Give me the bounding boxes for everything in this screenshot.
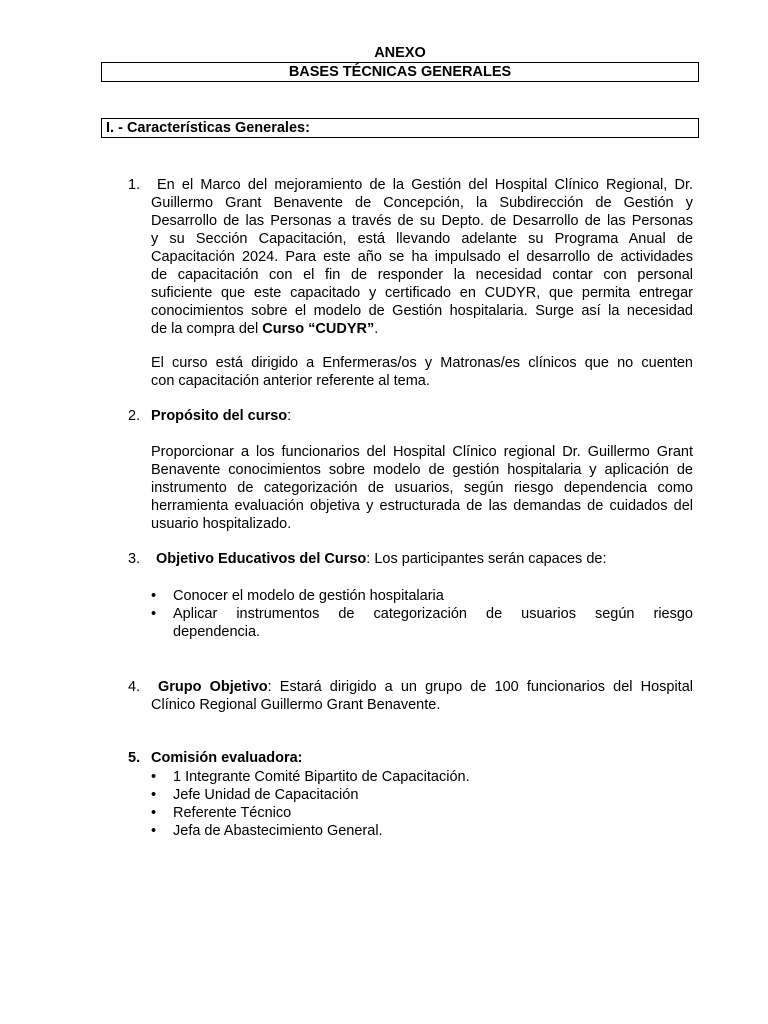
item-3-number: 3.	[128, 551, 141, 567]
item-2-line-5: usuario hospitalizado.	[151, 516, 292, 532]
item-5-heading	[151, 749, 693, 767]
list-item: • Conocer el modelo de gestión hospitalaria	[151, 587, 693, 605]
item-1-line-1: En el Marco del mejoramiento de la Gestión del Hospital Clínico Regional, Dr.	[157, 177, 693, 193]
item-1-p2-line-2: con capacitación anterior referente al tema.	[151, 373, 430, 389]
item-1-line-3: Desarrollo de las Personas a través de su Depto. de Desarrollo de las Personas	[151, 213, 693, 229]
item-4-text-1: : Estará dirigido a un grupo de 100 funcionarios del Hospital	[267, 679, 693, 695]
item-1-number: 1.	[128, 177, 141, 193]
item-2-line-4: herramienta evaluación objetiva y estructurada de las demandas de cuidados del	[151, 498, 693, 514]
item-3-bullet-2-line-2: dependencia.	[173, 624, 261, 640]
item-4-title: Grupo Objetivo	[158, 679, 268, 695]
list-item	[151, 605, 693, 641]
item-2-line-3: instrumento de categorización de usuarios, según riesgo dependencia como	[151, 480, 693, 496]
list-item: • Jefa de Abastecimiento General.	[151, 822, 693, 840]
item-2-line-1: Proporcionar a los funcionarios del Hospital Clínico regional Dr. Guillermo Grant	[151, 444, 693, 460]
item-3-bullet-list	[151, 587, 693, 641]
item-1-last-prefix: de la compra del	[151, 321, 263, 337]
item-2-heading	[151, 407, 693, 425]
item-2-paragraph	[151, 443, 693, 533]
item-4-line-1	[151, 678, 693, 696]
course-name: Curso “CUDYR”	[262, 321, 375, 337]
item-4-paragraph	[151, 678, 693, 714]
item-1-p2-line-1: El curso está dirigido a Enfermeras/os y Matronas/es clínicos que no cuenten	[151, 355, 693, 371]
bases-title-box: BASES TÉCNICAS GENERALES	[101, 62, 699, 82]
item-2-number: 2.	[128, 408, 141, 424]
item-1-line-7: suficiente que este capacitado y certificado en CUDYR, que permita entregar	[151, 285, 693, 301]
item-3-title: Objetivo Educativos del Curso	[156, 551, 367, 567]
item-4-number: 4.	[128, 679, 141, 695]
item-5-member-list	[151, 768, 693, 840]
item-1-paragraph-2	[151, 354, 693, 390]
item-1-line-5: Capacitación 2024. Para este año se ha impulsado el desarrollo de actividades	[151, 249, 693, 265]
item-1-last-suffix: .	[374, 321, 379, 337]
item-1-line-8: conocimientos sobre el modelo de Gestión hospitalaria. Surge así la necesidad	[151, 303, 693, 319]
list-item: • Referente Técnico	[151, 804, 693, 822]
item-1-line-6: de capacitación con el fin de responder la necesidad contar con personal	[151, 267, 693, 283]
section-title-box: I. - Características Generales:	[101, 118, 699, 138]
item-2-line-2: Benavente conocimientos sobre modelo de gestión hospitalaria y aplicación de	[151, 462, 693, 478]
item-2-title: Propósito del curso	[151, 408, 288, 424]
item-1-line-2: Guillermo Grant Benavente de Concepción, la Subdirección de Gestión y	[151, 195, 693, 211]
list-item: • Jefe Unidad de Capacitación	[151, 786, 693, 804]
list-item: • 1 Integrante Comité Bipartito de Capacitación.	[151, 768, 693, 786]
item-2-colon: :	[287, 408, 292, 424]
item-3-bullet-2-line-1: • Aplicar instrumentos de categorización de usuarios según riesgo	[173, 606, 693, 622]
item-1-line-4: y su Sección Capacitación, está llevando adelante su Programa Anual de	[151, 231, 693, 247]
item-5-number: 5.	[128, 750, 141, 766]
item-3-text: : Los participantes serán capaces de:	[366, 551, 607, 567]
item-5-title: Comisión evaluadora:	[151, 750, 303, 766]
item-1-paragraph	[151, 176, 693, 338]
annex-title: ANEXO	[374, 45, 426, 61]
item-3-heading	[151, 550, 693, 568]
item-1-line-9	[151, 320, 693, 338]
item-4-line-2: Clínico Regional Guillermo Grant Benavente.	[151, 697, 441, 713]
